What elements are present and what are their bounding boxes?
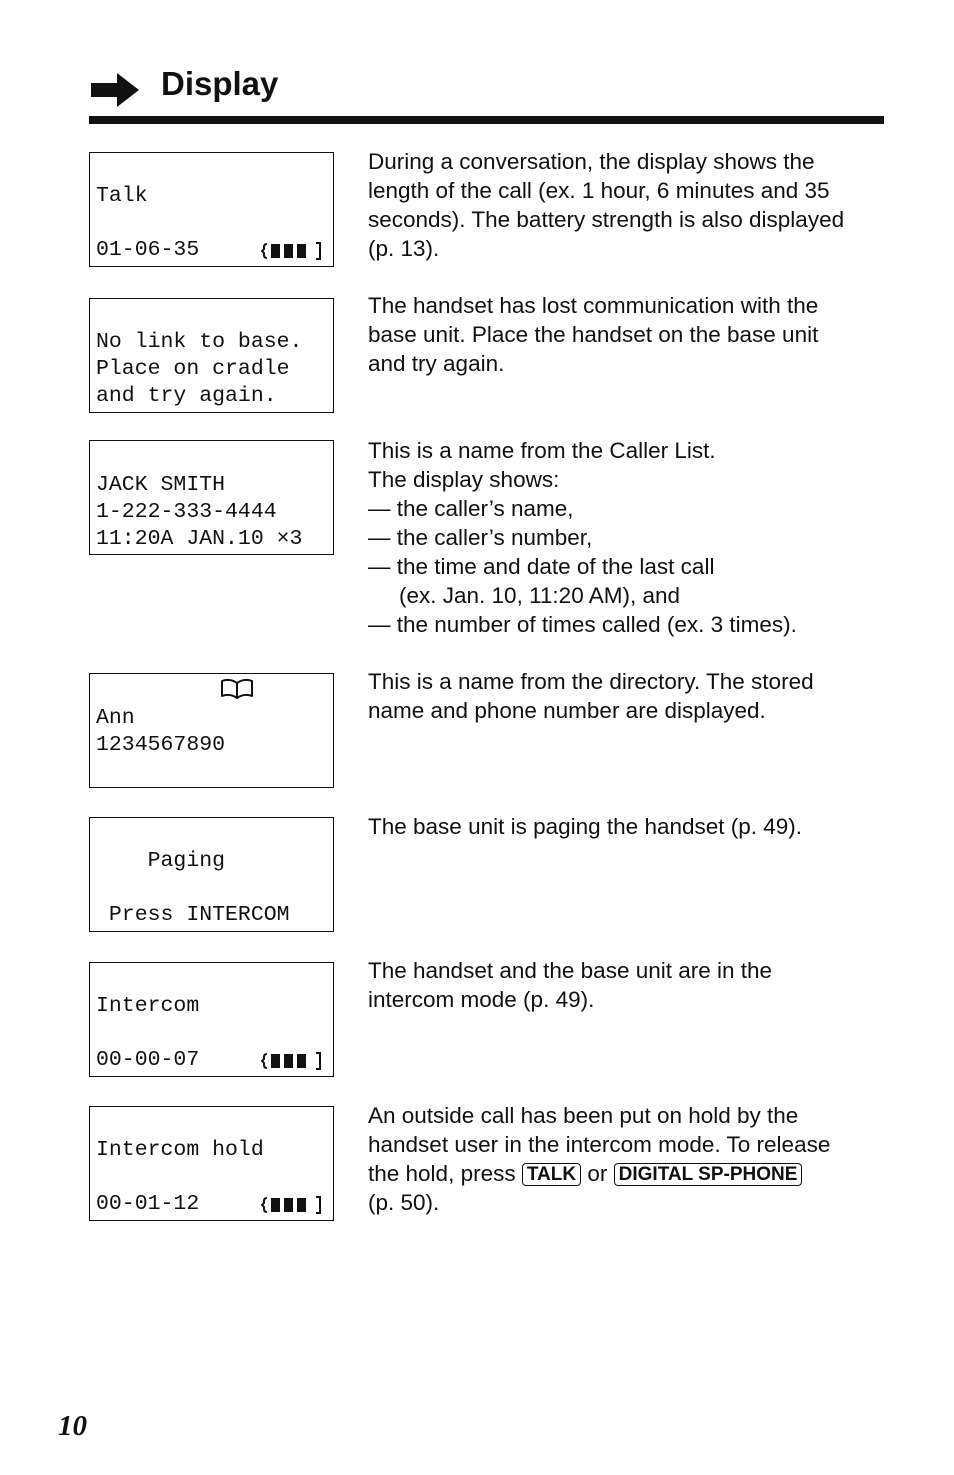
lcd-line: Place on cradle: [96, 357, 290, 381]
description-text: or: [587, 1161, 608, 1186]
description-line: (p. 50).: [368, 1190, 440, 1215]
description-line: name and phone number are displayed.: [368, 698, 766, 723]
lcd-line: Ann: [96, 706, 135, 730]
digital-sp-phone-key: DIGITAL SP-PHONE: [614, 1163, 803, 1186]
lcd-display-directory: [89, 673, 334, 788]
right-arrow-icon: [91, 73, 139, 107]
description-line: An outside call has been put on hold by the: [368, 1103, 799, 1128]
description-line: seconds). The battery strength is also displayed: [368, 207, 845, 232]
description-line: intercom mode (p. 49).: [368, 987, 595, 1012]
description-line: base unit. Place the handset on the base unit: [368, 322, 819, 347]
battery-full-icon: [261, 1195, 323, 1215]
lcd-display-intercom: [89, 962, 334, 1077]
description-directory: [368, 667, 888, 725]
lcd-line: Talk: [96, 184, 148, 208]
lcd-line: 1234567890: [96, 733, 226, 757]
description-line: — the caller’s name,: [368, 496, 574, 521]
lcd-line: 00-01-12: [96, 1192, 200, 1216]
description-line: The handset and the base unit are in the: [368, 958, 773, 983]
lcd-display-no-link: [89, 298, 334, 413]
lcd-display-intercom-hold: [89, 1106, 334, 1221]
lcd-line: Intercom: [96, 994, 200, 1018]
lcd-line: Paging: [96, 849, 226, 873]
description-line: — the caller’s number,: [368, 525, 593, 550]
description-line: length of the call (ex. 1 hour, 6 minutes and 35: [368, 178, 830, 203]
description-text: the hold, press: [368, 1161, 516, 1186]
lcd-line: 1-222-333-4444: [96, 500, 277, 524]
description-line: The base unit is paging the handset (p. 49).: [368, 814, 803, 839]
description-intercom: [368, 956, 888, 1014]
title-rule: [89, 116, 884, 124]
lcd-line: Press INTERCOM: [96, 903, 290, 927]
talk-key: TALK: [522, 1163, 581, 1186]
lcd-line: No link to base.: [96, 330, 303, 354]
lcd-line: Intercom hold: [96, 1138, 264, 1162]
description-no-link: [368, 291, 888, 378]
page-title: Display: [161, 65, 279, 102]
description-line: This is a name from the Caller List.: [368, 438, 716, 463]
description-line: (p. 13).: [368, 236, 440, 261]
description-intercom-hold: [368, 1101, 888, 1217]
description-line: This is a name from the directory. The stored: [368, 669, 814, 694]
lcd-line: 01-06-35: [96, 238, 200, 262]
description-line: — the number of times called (ex. 3 times).: [368, 612, 797, 637]
description-caller-list: [368, 436, 888, 639]
description-line: (ex. Jan. 10, 11:20 AM), and: [399, 583, 680, 608]
description-line: and try again.: [368, 351, 505, 376]
battery-full-icon: [261, 1051, 323, 1071]
lcd-display-paging: [89, 817, 334, 932]
page-number: 10: [58, 1410, 87, 1442]
open-book-icon: [220, 678, 254, 700]
description-line: During a conversation, the display shows the: [368, 149, 815, 174]
description-talk: [368, 147, 888, 263]
lcd-line: 11:20A JAN.10 ×3: [96, 527, 303, 551]
description-line: — the time and date of the last call: [368, 554, 715, 579]
battery-full-icon: [261, 241, 323, 261]
description-paging: [368, 812, 888, 841]
lcd-display-caller-list: [89, 440, 334, 555]
description-line: [368, 1159, 888, 1188]
description-line: The display shows:: [368, 467, 560, 492]
description-line: handset user in the intercom mode. To release: [368, 1132, 831, 1157]
lcd-line: 00-00-07: [96, 1048, 200, 1072]
lcd-line: and try again.: [96, 384, 277, 408]
lcd-display-talk: [89, 152, 334, 267]
lcd-line: JACK SMITH: [96, 473, 226, 497]
description-line: The handset has lost communication with the: [368, 293, 819, 318]
